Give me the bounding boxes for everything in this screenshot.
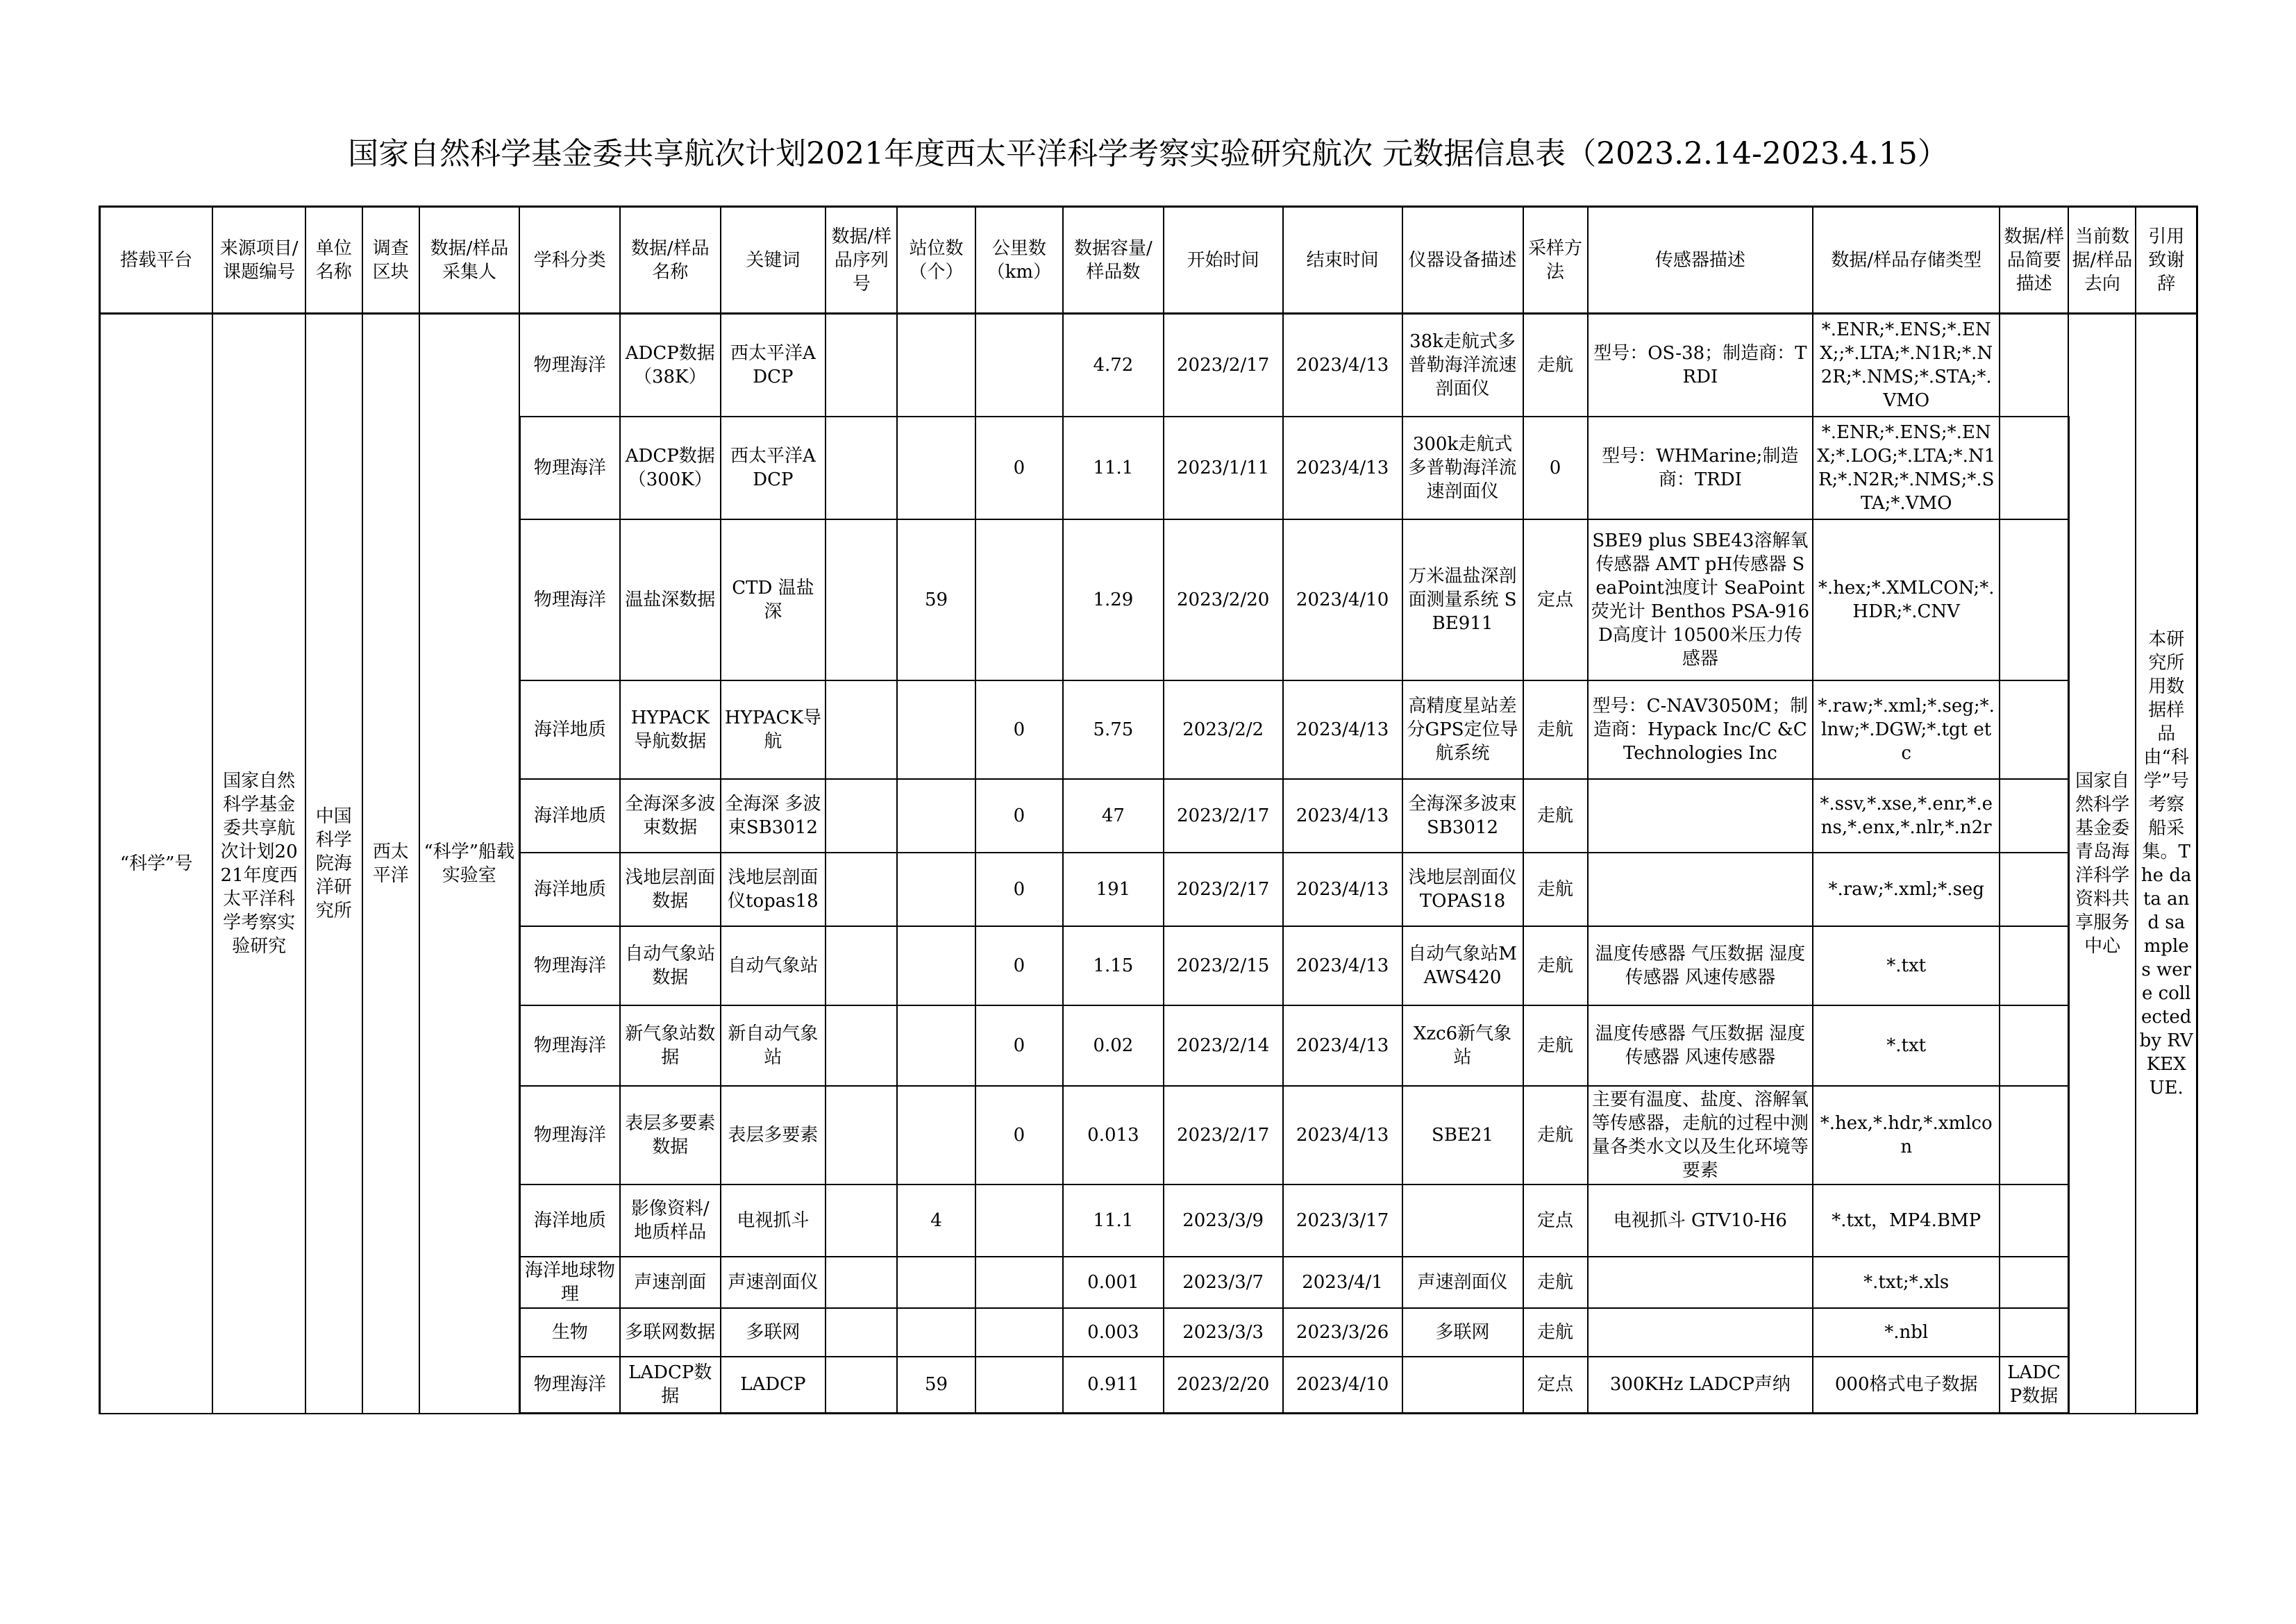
volume-cell: 1.15 — [1063, 926, 1164, 1005]
keywords-cell: LADCP — [721, 1357, 826, 1414]
discipline-cell: 物理海洋 — [519, 1357, 620, 1414]
method-cell: 定点 — [1523, 519, 1588, 680]
stations-cell — [897, 1308, 975, 1357]
keywords-cell: 全海深 多波束SB3012 — [721, 779, 826, 853]
storage-cell: *.txt;*.xls — [1813, 1257, 2000, 1308]
storage-cell: *.txt — [1813, 926, 2000, 1005]
km-cell: 0 — [975, 926, 1063, 1005]
volume-cell: 0.003 — [1063, 1308, 1164, 1357]
km-cell: 0 — [975, 853, 1063, 926]
discipline-cell: 海洋地质 — [519, 1184, 620, 1257]
instrument-cell: 高精度星站差分GPS定位导航系统 — [1402, 680, 1523, 779]
sensor-cell: 型号：OS-38；制造商：TRDI — [1588, 314, 1813, 417]
header-cell: 关键词 — [721, 207, 826, 314]
serial-cell — [826, 853, 897, 926]
method-cell: 走航 — [1523, 1005, 1588, 1086]
storage-cell: *.nbl — [1813, 1308, 2000, 1357]
km-cell — [975, 1308, 1063, 1357]
discipline-cell: 物理海洋 — [519, 926, 620, 1005]
stations-cell — [897, 314, 975, 417]
stations-cell — [897, 779, 975, 853]
data-name-cell: 声速剖面 — [620, 1257, 721, 1308]
sensor-cell — [1588, 1308, 1813, 1357]
discipline-cell: 物理海洋 — [519, 314, 620, 417]
km-cell: 0 — [975, 1086, 1063, 1184]
end-time-cell: 2023/3/17 — [1283, 1184, 1402, 1257]
header-cell: 传感器描述 — [1588, 207, 1813, 314]
data-name-cell: 温盐深数据 — [620, 519, 721, 680]
header-cell: 仪器设备描述 — [1402, 207, 1523, 314]
header-cell: 数据/样品简要描述 — [2000, 207, 2068, 314]
data-name-cell: 全海深多波束数据 — [620, 779, 721, 853]
end-time-cell: 2023/4/10 — [1283, 1357, 1402, 1414]
table-row — [100, 314, 2197, 417]
instrument-cell: Xzc6新气象站 — [1402, 1005, 1523, 1086]
header-cell: 公里数（km） — [975, 207, 1063, 314]
volume-cell: 1.29 — [1063, 519, 1164, 680]
method-cell: 走航 — [1523, 1257, 1588, 1308]
acknowledgement-cell: 本研究所用数据样品由“科学”号考察船采集。The data and samples were collected by RV KEXUE. — [2136, 314, 2197, 1414]
storage-cell: *.raw;*.xml;*.seg;*.lnw;*.DGW;*.tgt etc — [1813, 680, 2000, 779]
discipline-cell: 物理海洋 — [519, 1086, 620, 1184]
project-cell: 国家自然科学基金委共享航次计划2021年度西太平洋科学考察实验研究 — [212, 314, 305, 1414]
collector-cell: “科学”船载实验室 — [419, 314, 520, 1414]
km-cell — [975, 1257, 1063, 1308]
stations-cell — [897, 926, 975, 1005]
sensor-cell: 300KHz LADCP声纳 — [1588, 1357, 1813, 1414]
sensor-cell: 电视抓斗 GTV10-H6 — [1588, 1184, 1813, 1257]
sensor-cell: 主要有温度、盐度、溶解氧等传感器，走航的过程中测量各类水文以及生化环境等要素 — [1588, 1086, 1813, 1184]
storage-cell: 000格式电子数据 — [1813, 1357, 2000, 1414]
stations-cell: 59 — [897, 1357, 975, 1414]
header-cell: 搭载平台 — [100, 207, 213, 314]
serial-cell — [826, 519, 897, 680]
method-cell: 定点 — [1523, 1184, 1588, 1257]
header-cell: 数据/样品存储类型 — [1813, 207, 2000, 314]
header-cell: 结束时间 — [1283, 207, 1402, 314]
instrument-cell: 300k走航式多普勒海洋流速剖面仪 — [1402, 417, 1523, 519]
data-name-cell: 表层多要素数据 — [620, 1086, 721, 1184]
keywords-cell: 西太平洋ADCP — [721, 417, 826, 519]
data-name-cell: 多联网数据 — [620, 1308, 721, 1357]
keywords-cell: HYPACK导航 — [721, 680, 826, 779]
discipline-cell: 海洋地质 — [519, 680, 620, 779]
header-cell: 采样方法 — [1523, 207, 1588, 314]
stations-cell — [897, 853, 975, 926]
data-name-cell: ADCP数据（38K） — [620, 314, 721, 417]
desc-cell — [2000, 314, 2068, 417]
km-cell: 0 — [975, 1005, 1063, 1086]
storage-cell: *.hex;*.XMLCON;*.HDR;*.CNV — [1813, 519, 2000, 680]
instrument-cell: 自动气象站MAWS420 — [1402, 926, 1523, 1005]
volume-cell: 0.013 — [1063, 1086, 1164, 1184]
serial-cell — [826, 680, 897, 779]
method-cell: 定点 — [1523, 1357, 1588, 1414]
data-name-cell: 影像资料/地质样品 — [620, 1184, 721, 1257]
destination-cell: 国家自然科学基金委青岛海洋科学资料共享服务中心 — [2068, 314, 2136, 1414]
header-cell: 调查区块 — [362, 207, 419, 314]
end-time-cell: 2023/4/1 — [1283, 1257, 1402, 1308]
data-name-cell: LADCP数据 — [620, 1357, 721, 1414]
header-row — [100, 207, 2197, 314]
instrument-cell: 浅地层剖面仪TOPAS18 — [1402, 853, 1523, 926]
end-time-cell: 2023/3/26 — [1283, 1308, 1402, 1357]
discipline-cell: 生物 — [519, 1308, 620, 1357]
method-cell: 走航 — [1523, 853, 1588, 926]
instrument-cell: 声速剖面仪 — [1402, 1257, 1523, 1308]
km-cell: 0 — [975, 417, 1063, 519]
unit-cell: 中国科学院海洋研究所 — [305, 314, 362, 1414]
volume-cell: 4.72 — [1063, 314, 1164, 417]
method-cell: 走航 — [1523, 1086, 1588, 1184]
desc-cell — [2000, 1308, 2068, 1357]
end-time-cell: 2023/4/13 — [1283, 680, 1402, 779]
km-cell — [975, 1357, 1063, 1414]
keywords-cell: 新自动气象站 — [721, 1005, 826, 1086]
volume-cell: 0.02 — [1063, 1005, 1164, 1086]
volume-cell: 0.001 — [1063, 1257, 1164, 1308]
storage-cell: *.raw;*.xml;*.seg — [1813, 853, 2000, 926]
km-cell — [975, 1184, 1063, 1257]
storage-cell: *.ssv,*.xse,*.enr,*.ens,*.enx,*.nlr,*.n2r — [1813, 779, 2000, 853]
storage-cell: *.txt — [1813, 1005, 2000, 1086]
sensor-cell: SBE9 plus SBE43溶解氧传感器 AMT pH传感器 SeaPoint浊度计 SeaPoint荧光计 Benthos PSA-916D高度计 10500米压力传感器 — [1588, 519, 1813, 680]
sensor-cell: 温度传感器 气压数据 湿度传感器 风速传感器 — [1588, 1005, 1813, 1086]
start-time-cell: 2023/2/17 — [1164, 779, 1283, 853]
header-cell: 单位名称 — [305, 207, 362, 314]
volume-cell: 11.1 — [1063, 417, 1164, 519]
end-time-cell: 2023/4/13 — [1283, 417, 1402, 519]
start-time-cell: 2023/2/15 — [1164, 926, 1283, 1005]
start-time-cell: 2023/2/20 — [1164, 519, 1283, 680]
desc-cell — [2000, 853, 2068, 926]
serial-cell — [826, 1184, 897, 1257]
end-time-cell: 2023/4/13 — [1283, 926, 1402, 1005]
data-name-cell: HYPACK导航数据 — [620, 680, 721, 779]
end-time-cell: 2023/4/13 — [1283, 853, 1402, 926]
method-cell: 走航 — [1523, 314, 1588, 417]
discipline-cell: 海洋地球物理 — [519, 1257, 620, 1308]
keywords-cell: 表层多要素 — [721, 1086, 826, 1184]
keywords-cell: 多联网 — [721, 1308, 826, 1357]
serial-cell — [826, 1357, 897, 1414]
km-cell: 0 — [975, 680, 1063, 779]
platform-cell: “科学”号 — [100, 314, 213, 1414]
keywords-cell: CTD 温盐深 — [721, 519, 826, 680]
stations-cell — [897, 1086, 975, 1184]
end-time-cell: 2023/4/13 — [1283, 779, 1402, 853]
data-name-cell: 浅地层剖面数据 — [620, 853, 721, 926]
end-time-cell: 2023/4/10 — [1283, 519, 1402, 680]
instrument-cell: 全海深多波束SB3012 — [1402, 779, 1523, 853]
serial-cell — [826, 779, 897, 853]
start-time-cell: 2023/2/14 — [1164, 1005, 1283, 1086]
instrument-cell: SBE21 — [1402, 1086, 1523, 1184]
serial-cell — [826, 1257, 897, 1308]
sensor-cell: 型号：WHMarine;制造商：TRDI — [1588, 417, 1813, 519]
method-cell: 0 — [1523, 417, 1588, 519]
desc-cell: LADCP数据 — [2000, 1357, 2068, 1414]
instrument-cell: 万米温盐深剖面测量系统 SBE911 — [1402, 519, 1523, 680]
start-time-cell: 2023/3/3 — [1164, 1308, 1283, 1357]
volume-cell: 0.911 — [1063, 1357, 1164, 1414]
header-cell: 数据容量/样品数 — [1063, 207, 1164, 314]
start-time-cell: 2023/2/17 — [1164, 1086, 1283, 1184]
discipline-cell: 物理海洋 — [519, 417, 620, 519]
header-cell: 站位数（个） — [897, 207, 975, 314]
discipline-cell: 物理海洋 — [519, 519, 620, 680]
header-cell: 当前数据/样品去向 — [2068, 207, 2136, 314]
volume-cell: 5.75 — [1063, 680, 1164, 779]
keywords-cell: 浅地层剖面仪topas18 — [721, 853, 826, 926]
stations-cell: 4 — [897, 1184, 975, 1257]
serial-cell — [826, 1308, 897, 1357]
stations-cell — [897, 1005, 975, 1086]
desc-cell — [2000, 519, 2068, 680]
storage-cell: *.ENR;*.ENS;*.ENX;;*.LTA;*.N1R;*.N2R;*.NMS;*.STA;*.VMO — [1813, 314, 2000, 417]
end-time-cell: 2023/4/13 — [1283, 314, 1402, 417]
data-name-cell: ADCP数据（300K） — [620, 417, 721, 519]
serial-cell — [826, 1005, 897, 1086]
stations-cell: 59 — [897, 519, 975, 680]
data-name-cell: 自动气象站数据 — [620, 926, 721, 1005]
method-cell: 走航 — [1523, 926, 1588, 1005]
instrument-cell: 多联网 — [1402, 1308, 1523, 1357]
end-time-cell: 2023/4/13 — [1283, 1005, 1402, 1086]
method-cell: 走航 — [1523, 680, 1588, 779]
serial-cell — [826, 314, 897, 417]
method-cell: 走航 — [1523, 779, 1588, 853]
end-time-cell: 2023/4/13 — [1283, 1086, 1402, 1184]
header-cell: 学科分类 — [519, 207, 620, 314]
header-cell: 数据/样品序列号 — [826, 207, 897, 314]
stations-cell — [897, 1257, 975, 1308]
sensor-cell — [1588, 853, 1813, 926]
storage-cell: *.ENR;*.ENS;*.ENX;*.LOG;*.LTA;*.N1R;*.N2R;*.NMS;*.STA;*.VMO — [1813, 417, 2000, 519]
start-time-cell: 2023/3/9 — [1164, 1184, 1283, 1257]
serial-cell — [826, 926, 897, 1005]
instrument-cell: 38k走航式多普勒海洋流速剖面仪 — [1402, 314, 1523, 417]
storage-cell: *.txt，MP4.BMP — [1813, 1184, 2000, 1257]
method-cell: 走航 — [1523, 1308, 1588, 1357]
volume-cell: 191 — [1063, 853, 1164, 926]
desc-cell — [2000, 926, 2068, 1005]
header-cell: 引用致谢辞 — [2136, 207, 2197, 314]
serial-cell — [826, 417, 897, 519]
start-time-cell: 2023/2/17 — [1164, 853, 1283, 926]
page-title: 国家自然科学基金委共享航次计划2021年度西太平洋科学考察实验研究航次 元数据信息表（2023.2.14-2023.4.15） — [348, 136, 1948, 171]
start-time-cell: 2023/3/7 — [1164, 1257, 1283, 1308]
start-time-cell: 2023/2/17 — [1164, 314, 1283, 417]
header-cell: 数据/样品名称 — [620, 207, 721, 314]
discipline-cell: 物理海洋 — [519, 1005, 620, 1086]
start-time-cell: 2023/2/20 — [1164, 1357, 1283, 1414]
sensor-cell — [1588, 1257, 1813, 1308]
start-time-cell: 2023/2/2 — [1164, 680, 1283, 779]
desc-cell — [2000, 1184, 2068, 1257]
serial-cell — [826, 1086, 897, 1184]
stations-cell — [897, 680, 975, 779]
desc-cell — [2000, 1257, 2068, 1308]
sensor-cell: 温度传感器 气压数据 湿度传感器 风速传感器 — [1588, 926, 1813, 1005]
area-cell: 西太平洋 — [362, 314, 419, 1414]
km-cell — [975, 519, 1063, 680]
keywords-cell: 电视抓斗 — [721, 1184, 826, 1257]
instrument-cell — [1402, 1357, 1523, 1414]
metadata-table — [99, 206, 2198, 1414]
km-cell — [975, 314, 1063, 417]
desc-cell — [2000, 417, 2068, 519]
instrument-cell — [1402, 1184, 1523, 1257]
desc-cell — [2000, 680, 2068, 779]
desc-cell — [2000, 1005, 2068, 1086]
volume-cell: 11.1 — [1063, 1184, 1164, 1257]
header-cell: 来源项目/课题编号 — [212, 207, 305, 314]
keywords-cell: 西太平洋ADCP — [721, 314, 826, 417]
desc-cell — [2000, 1086, 2068, 1184]
header-cell: 数据/样品采集人 — [419, 207, 520, 314]
header-cell: 开始时间 — [1164, 207, 1283, 314]
volume-cell: 47 — [1063, 779, 1164, 853]
stations-cell — [897, 417, 975, 519]
data-name-cell: 新气象站数据 — [620, 1005, 721, 1086]
desc-cell — [2000, 779, 2068, 853]
start-time-cell: 2023/1/11 — [1164, 417, 1283, 519]
sensor-cell — [1588, 779, 1813, 853]
storage-cell: *.hex,*.hdr,*.xmlcon — [1813, 1086, 2000, 1184]
keywords-cell: 自动气象站 — [721, 926, 826, 1005]
sensor-cell: 型号：C-NAV3050M；制造商：Hypack Inc/C &C Technologies Inc — [1588, 680, 1813, 779]
discipline-cell: 海洋地质 — [519, 853, 620, 926]
km-cell: 0 — [975, 779, 1063, 853]
discipline-cell: 海洋地质 — [519, 779, 620, 853]
keywords-cell: 声速剖面仪 — [721, 1257, 826, 1308]
